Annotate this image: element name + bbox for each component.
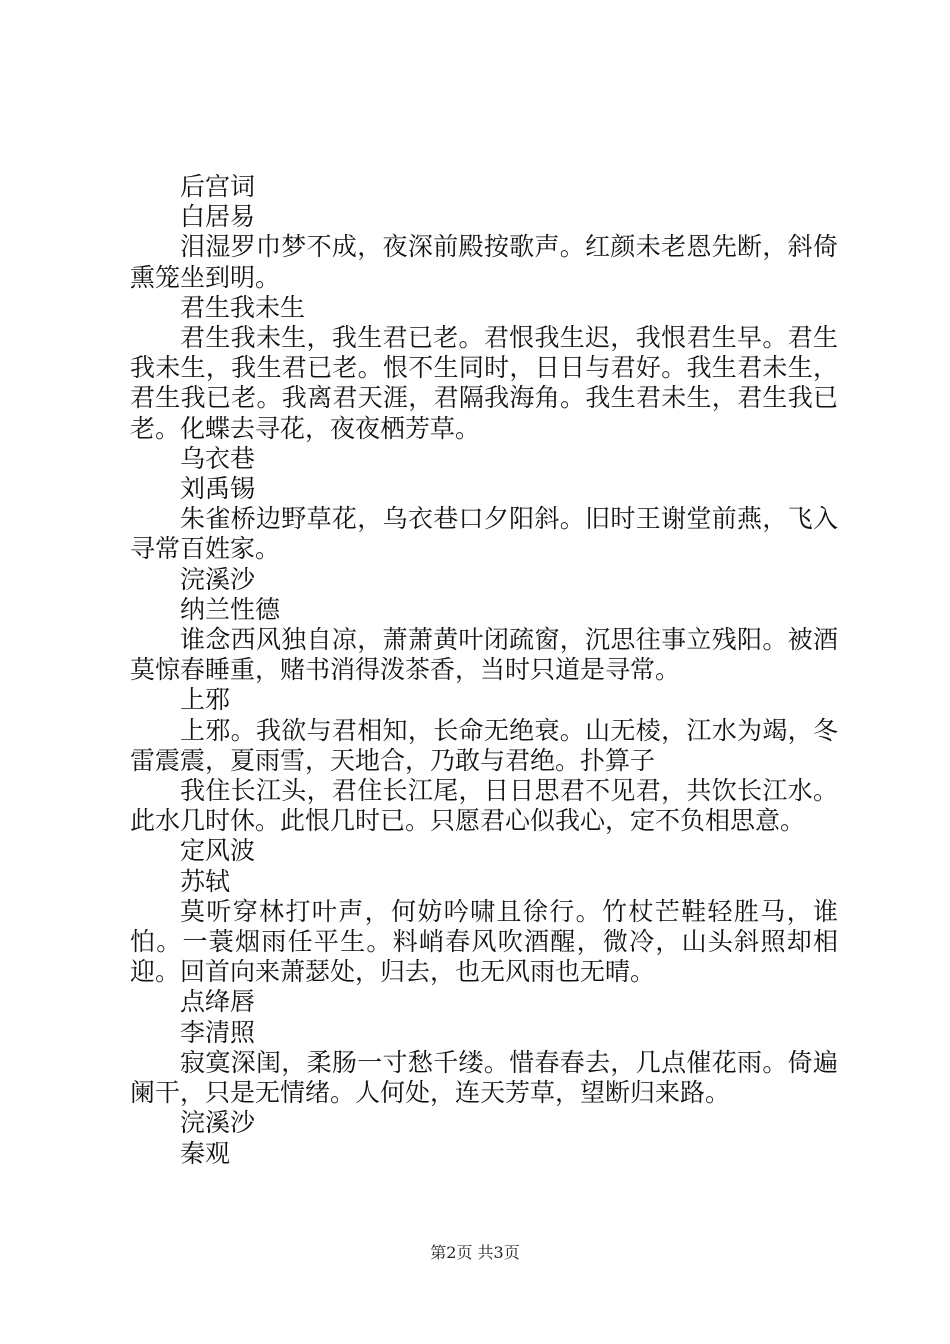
poem-text: 君生我未生，我生君已老。君恨我生迟，我恨君生早。君生我未生，我生君已老。恨不生同时，日日与君好。我生君未生，君生我已老。我离君天涯，君隔我海角。我生君未生，君生我已老。化蝶去寻花，夜夜栖芳草。 — [130, 323, 838, 443]
poem-title: 浣溪沙 — [180, 564, 256, 594]
poem-text: 上邪。我欲与君相知，长命无绝衰。山无棱，江水为竭，冬雷震震，夏雨雪，天地合，乃敢与君绝。扑算子 — [130, 715, 838, 775]
poem-title: 君生我未生 — [180, 292, 306, 322]
poem-title: 后宫词 — [180, 172, 256, 201]
page-number-footer: 第2页 共3页 — [430, 1243, 520, 1262]
poem-author: 白居易 — [180, 202, 256, 232]
poem-text: 泪湿罗巾梦不成，夜深前殿按歌声。红颜未老恩先断，斜倚熏笼坐到明。 — [130, 232, 838, 292]
poem-title: 浣溪沙 — [180, 1108, 256, 1138]
poem-author: 李清照 — [180, 1017, 256, 1047]
poem-text: 朱雀桥边野草花，乌衣巷口夕阳斜。旧时王谢堂前燕，飞入寻常百姓家。 — [130, 504, 838, 564]
poem-title: 上邪 — [180, 685, 231, 715]
poem-author: 纳兰性德 — [180, 594, 281, 624]
poem-author: 苏轼 — [180, 866, 231, 896]
poem-title: 乌衣巷 — [180, 443, 256, 473]
poem-title: 点绛唇 — [180, 987, 256, 1017]
poem-text: 我住长江头，君住长江尾，日日思君不见君，共饮长江水。此水几时休。此恨几时已。只愿君心似我心，定不负相思意。 — [130, 776, 838, 836]
poem-text: 谁念西风独自凉，萧萧黄叶闭疏窗，沉思往事立残阳。被酒莫惊春睡重，赌书消得泼茶香，当时只道是寻常。 — [130, 625, 838, 685]
poem-author: 刘禹锡 — [180, 474, 256, 504]
poem-body — [130, 172, 838, 1169]
poem-text: 寂寞深闺，柔肠一寸愁千缕。惜春春去，几点催花雨。倚遍阑干，只是无情绪。人何处，连天芳草，望断归来路。 — [130, 1047, 838, 1108]
poem-text: 莫听穿林打叶声，何妨吟啸且徐行。竹杖芒鞋轻胜马，谁怕。一蓑烟雨任平生。料峭春风吹酒醒，微冷，山头斜照却相迎。回首向来萧瑟处，归去，也无风雨也无晴。 — [130, 896, 838, 987]
poem-title: 定风波 — [180, 836, 256, 866]
poem-author: 秦观 — [180, 1138, 231, 1168]
